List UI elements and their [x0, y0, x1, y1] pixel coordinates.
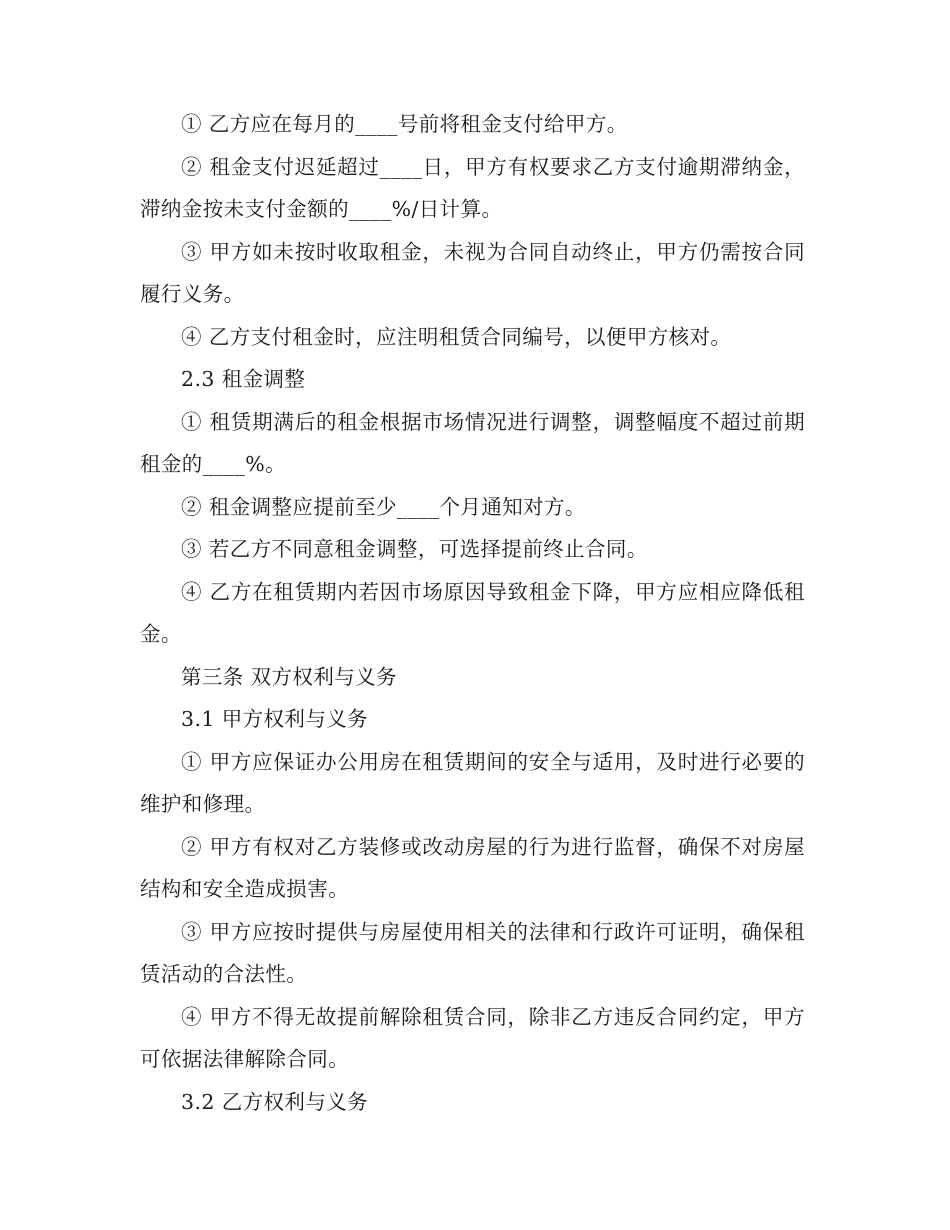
section-3-1-heading: 3.1 甲方权利与义务 — [181, 707, 369, 731]
clause-3-1-item-2: ② 甲方有权对乙方装修或改动房屋的行为进行监督，确保不对房屋结构和安全造成损害。 — [140, 834, 805, 901]
document-body — [140, 103, 805, 1123]
section-3-2-heading: 3.2 乙方权利与义务 — [181, 1089, 369, 1114]
article-3-heading: 第三条 双方权利与义务 — [181, 664, 397, 689]
clause-3-1-item-1: ① 甲方应保证办公用房在租赁期间的安全与适用，及时进行必要的维护和修理。 — [140, 749, 805, 816]
clause-2-2-item-2: ② 租金支付迟延超过____日，甲方有权要求乙方支付逾期滞纳金，滞纳金按未支付金额的____%/日计算。 — [140, 154, 805, 221]
clause-2-2-item-4: ④ 乙方支付租金时，应注明租赁合同编号，以便甲方核对。 — [181, 324, 732, 349]
clause-2-3-item-2: ② 租金调整应提前至少____个月通知对方。 — [181, 494, 586, 519]
clause-2-2-item-1: ① 乙方应在每月的____号前将租金支付给甲方。 — [181, 112, 628, 136]
section-2-3-heading: 2.3 租金调整 — [181, 367, 306, 391]
clause-2-3-item-4: ④ 乙方在租赁期内若因市场原因导致租金下降，甲方应相应降低租金。 — [140, 579, 805, 646]
clause-3-1-item-4: ④ 甲方不得无故提前解除租赁合同，除非乙方违反合同约定，甲方可依据法律解除合同。 — [140, 1004, 805, 1071]
clause-2-3-item-3: ③ 若乙方不同意租金调整，可选择提前终止合同。 — [181, 537, 648, 561]
clause-2-2-item-3: ③ 甲方如未按时收取租金，未视为合同自动终止，甲方仍需按合同履行义务。 — [140, 239, 805, 306]
clause-2-3-item-1: ① 租赁期满后的租金根据市场情况进行调整，调整幅度不超过前期租金的____%。 — [140, 409, 805, 476]
clause-3-1-item-3: ③ 甲方应按时提供与房屋使用相关的法律和行政许可证明，确保租赁活动的合法性。 — [140, 919, 805, 986]
